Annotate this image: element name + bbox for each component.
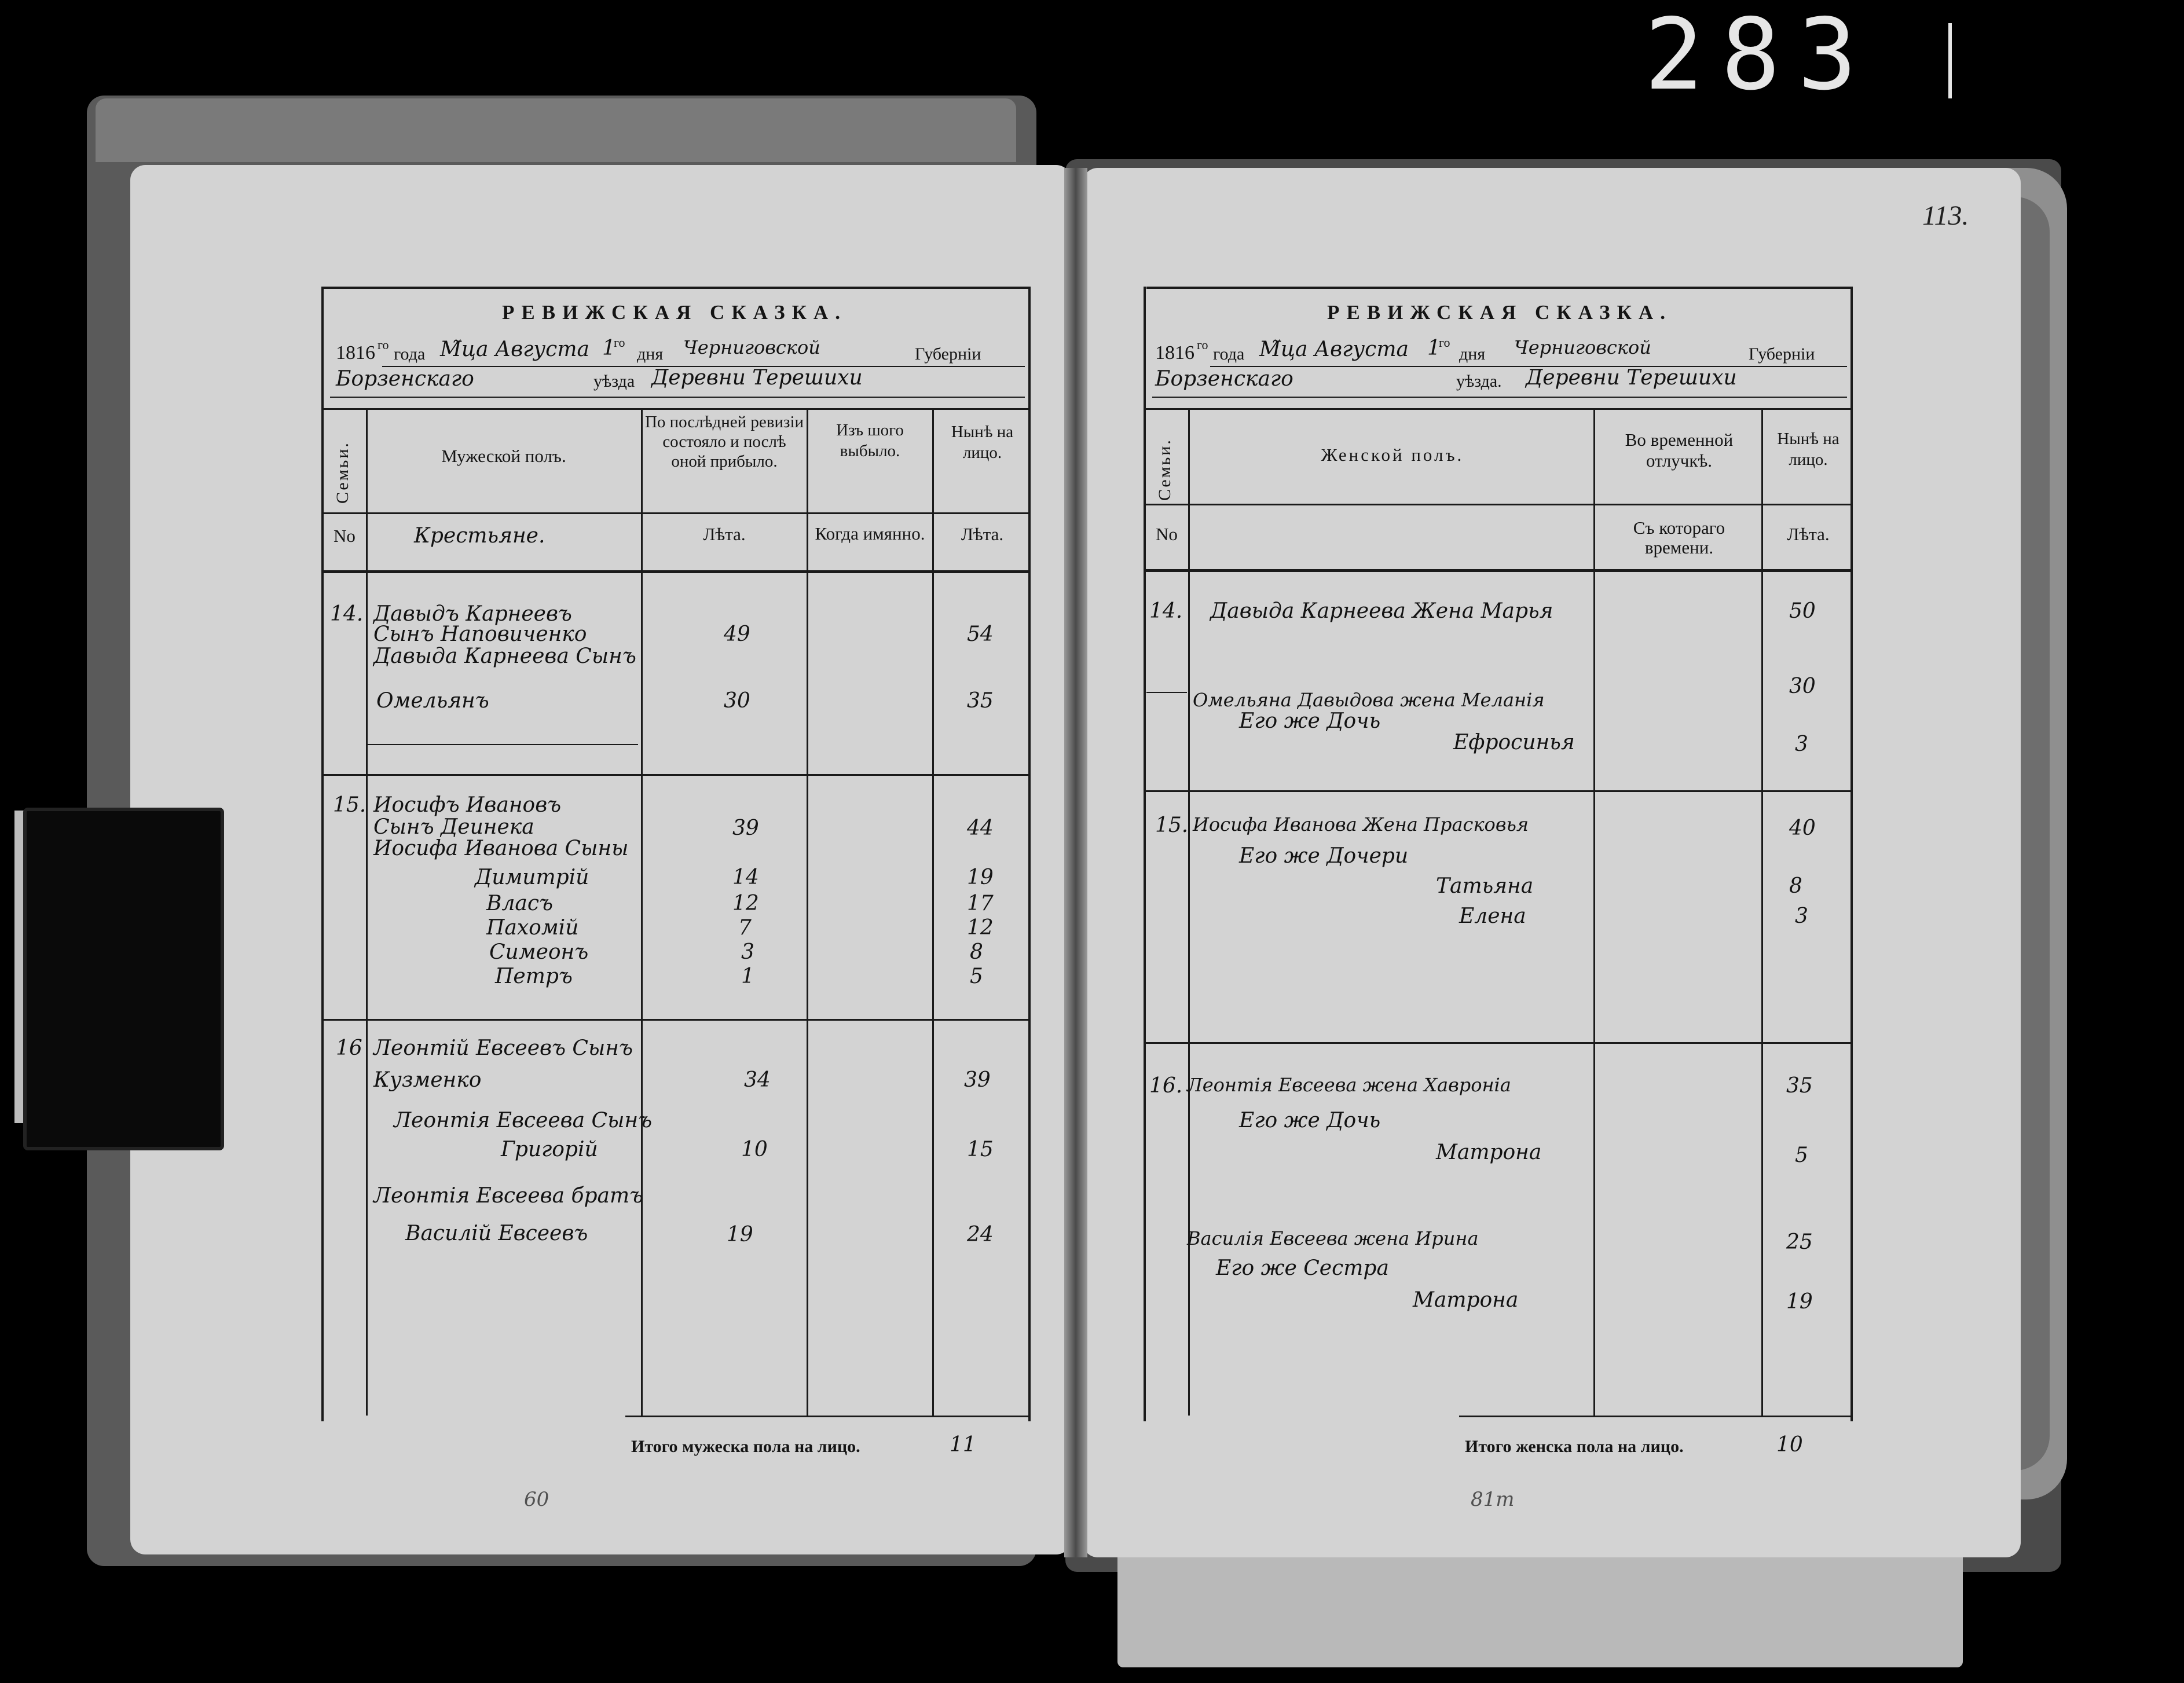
right-village: Деревни Терешихи	[1526, 366, 1737, 390]
right-row-age: 5	[1795, 1143, 1808, 1167]
left-peasants-label: Крестьяне.	[414, 524, 545, 548]
right-line2-underline	[1152, 397, 1847, 398]
right-total-value: 10	[1776, 1433, 1803, 1457]
left-group-separator-2	[321, 1019, 1031, 1021]
right-col-line-2	[1593, 408, 1595, 1416]
right-row-name: Матрона	[1413, 1288, 1519, 1312]
left-col-line-3	[807, 408, 808, 1416]
left-row-prev: 7	[738, 916, 752, 940]
left-pencil-note: 60	[524, 1488, 549, 1511]
left-col-no: No	[334, 526, 356, 546]
left-row-prev: 30	[724, 689, 750, 713]
left-row-name: Сынъ Наповиченко	[373, 622, 587, 646]
right-row-name: Иосифа Иванова Жена Прасковья	[1193, 813, 1529, 835]
left-row-prev: 1	[741, 965, 754, 988]
right-year: 1816	[1155, 342, 1194, 364]
right-row-name: Его же Дочь	[1239, 709, 1381, 733]
right-table-top	[1144, 408, 1853, 410]
left-total-value: 11	[950, 1433, 976, 1457]
left-line2-underline	[330, 397, 1025, 398]
right-row-age: 50	[1789, 599, 1816, 623]
right-row-name: Его же Сестра	[1216, 1256, 1389, 1280]
right-header-line2	[1155, 365, 1850, 397]
right-mark-1	[1146, 692, 1187, 693]
left-row-now: 39	[964, 1068, 991, 1092]
right-row-name: Омельяна Давыдова жена Меланія	[1193, 689, 1545, 711]
left-row-name: Петръ	[495, 965, 573, 988]
left-row-prev: 14	[732, 866, 759, 889]
left-year: 1816	[336, 342, 375, 364]
left-header-line2	[336, 365, 1025, 397]
left-row-prev: 34	[744, 1068, 771, 1092]
left-uezd-name: Борзенскаго	[336, 367, 474, 391]
left-row-now: 35	[967, 689, 994, 713]
right-gubernia-word: Губерніи	[1749, 344, 1815, 364]
right-col-since-when: Съ котораго времени.	[1633, 518, 1725, 558]
right-day-sup: го	[1439, 335, 1450, 350]
left-row-name: Омельянъ	[376, 689, 489, 713]
left-row-name: Леонтія Евсеева братъ	[373, 1184, 644, 1208]
left-row-prev: 10	[741, 1138, 768, 1161]
left-row-name: Леонтія Евсеева Сынъ	[394, 1109, 653, 1132]
left-row-now: 8	[970, 940, 983, 964]
right-head-bottom	[1144, 569, 1853, 572]
right-row-age: 8	[1789, 874, 1802, 898]
left-col-years2: Лѣта.	[961, 524, 1004, 544]
left-row-name: Григорій	[501, 1138, 598, 1161]
right-row-age: 30	[1789, 674, 1816, 698]
left-row-prev: 19	[727, 1223, 753, 1246]
left-col-line-1	[366, 408, 368, 1416]
left-total-label: Итого мужеска пола на лицо.	[631, 1437, 860, 1456]
right-row-num: 14.	[1149, 599, 1183, 623]
left-row-now: 54	[967, 622, 994, 646]
left-header-line1	[336, 333, 1025, 368]
right-col-families: Семьи.	[1155, 438, 1174, 501]
left-group-rule-1	[366, 744, 638, 745]
right-col-no: No	[1156, 524, 1178, 544]
left-col-when: Когда имянно.	[815, 523, 925, 544]
right-row-name: Его же Дочь	[1239, 1109, 1381, 1132]
right-row-name: Татьяна	[1436, 874, 1534, 898]
left-frame-top	[321, 287, 1031, 289]
left-row-name: Пахомій	[486, 916, 579, 940]
right-col-females: Женской полъ.	[1321, 445, 1464, 465]
left-row-now: 5	[970, 965, 983, 988]
right-row-num: 16.	[1149, 1074, 1183, 1098]
left-row-name: Симеонъ	[489, 940, 589, 964]
right-day-word: дня	[1459, 344, 1486, 364]
left-col-since-last: По послѣдней ревизіи состояло и послѣ оной прибыло.	[644, 413, 804, 471]
right-row-name: Ефросинья	[1453, 731, 1575, 754]
right-row-name: Василія Евсеева жена Ирина	[1187, 1227, 1479, 1249]
right-col-present: Нынѣ на лицо.	[1777, 430, 1839, 469]
left-row-name: Иосифа Иванова Сыны	[373, 837, 629, 860]
left-village: Деревни Терешихи	[651, 366, 863, 390]
right-heading: РЕВИЖСКАЯ СКАЗКА.	[1327, 301, 1672, 324]
left-frame-left	[321, 287, 324, 1421]
right-header-line1	[1155, 333, 1850, 368]
right-col-absent: Во временной отлучкѣ.	[1625, 430, 1734, 471]
left-gubernia-word: Губерніи	[915, 344, 981, 364]
right-col-line-1	[1188, 408, 1190, 1416]
right-uezd-word: уѣзда.	[1456, 372, 1502, 391]
book-gutter	[1064, 168, 1087, 1557]
left-head-divider	[321, 512, 1031, 514]
archive-stamp-bar	[1948, 23, 1952, 98]
left-total-rule	[625, 1416, 1031, 1417]
right-total-rule	[1459, 1416, 1853, 1417]
left-row-now: 19	[967, 866, 994, 889]
left-day-word: дня	[637, 344, 664, 364]
right-row-age: 3	[1795, 732, 1808, 756]
left-row-num: 15.	[333, 793, 367, 817]
left-row-prev: 49	[724, 622, 750, 646]
right-group-separator-2	[1144, 1042, 1853, 1044]
left-row-name: Давыдъ Карнеевъ	[373, 602, 572, 626]
folio-number: 113.	[1922, 200, 1969, 231]
right-gubernia-name: Черниговской	[1514, 336, 1651, 358]
left-row-name: Сынъ Деинека	[373, 815, 534, 839]
left-col-years1: Лѣта.	[703, 524, 746, 544]
right-row-num: 15.	[1155, 813, 1189, 837]
left-group-separator-1	[321, 774, 1031, 776]
right-row-name: Давыда Карнеева Жена Марья	[1210, 599, 1553, 623]
left-table-top	[321, 408, 1031, 410]
left-row-name: Димитрій	[475, 866, 589, 889]
book-cover-left-top	[96, 98, 1016, 162]
left-head-bottom	[321, 570, 1031, 573]
left-day-sup: го	[614, 335, 625, 350]
right-row-age: 25	[1786, 1230, 1813, 1254]
right-row-name: Матрона	[1436, 1141, 1542, 1164]
right-row-age: 19	[1786, 1290, 1813, 1314]
left-row-prev: 3	[741, 940, 754, 964]
right-frame-top	[1146, 287, 1853, 289]
right-uezd-name: Борзенскаго	[1155, 367, 1293, 391]
right-frame-left	[1144, 287, 1146, 1421]
left-row-num: 14.	[330, 602, 364, 626]
right-row-age: 40	[1789, 816, 1816, 840]
right-total-label: Итого женска пола на лицо.	[1465, 1437, 1684, 1456]
left-col-families: Семьи.	[333, 441, 352, 504]
left-row-now: 12	[967, 916, 994, 940]
right-year-word: года	[1213, 344, 1245, 364]
right-day: 1	[1427, 336, 1441, 360]
right-row-name: Леонтія Евсеева жена Хавроніа	[1187, 1074, 1511, 1096]
left-row-name: Леонтій Евсеевъ Сынъ	[373, 1036, 633, 1060]
right-row-age: 3	[1795, 904, 1808, 928]
left-col-line-4	[932, 408, 934, 1416]
right-row-name: Елена	[1459, 904, 1526, 928]
left-col-line-2	[641, 408, 643, 1416]
left-row-now: 44	[967, 816, 994, 840]
left-row-name: Иосифъ Ивановъ	[373, 793, 562, 817]
left-col-departed: Изъ шого выбыло.	[836, 421, 904, 460]
left-gubernia-name: Черниговской	[683, 336, 820, 358]
left-row-now: 17	[967, 892, 994, 915]
left-year-sup: го	[378, 338, 389, 352]
left-row-now: 15	[967, 1138, 994, 1161]
right-pencil-note: 81m	[1471, 1488, 1515, 1511]
right-group-separator-1	[1144, 790, 1853, 792]
left-uezd-word: уѣзда	[593, 372, 635, 391]
left-row-now: 24	[967, 1223, 994, 1246]
left-month: М̃ца Августа	[440, 338, 589, 361]
binder-clip	[23, 808, 224, 1150]
archive-page-stamp: 283	[1644, 0, 1875, 112]
left-col-males: Мужеской полъ.	[441, 446, 566, 466]
left-row-num: 16	[336, 1036, 362, 1060]
right-year-sup: го	[1197, 338, 1208, 352]
left-row-name: Давыда Карнеева Сынъ	[373, 644, 636, 668]
right-row-age: 35	[1786, 1074, 1813, 1098]
left-row-name: Кузменко	[373, 1068, 482, 1092]
right-col-line-3	[1761, 408, 1763, 1416]
left-row-prev: 12	[732, 892, 759, 915]
left-day: 1	[602, 336, 615, 360]
left-row-name: Василій Евсеевъ	[405, 1222, 588, 1245]
right-month: М̃ца Августа	[1259, 338, 1409, 361]
left-row-prev: 39	[732, 816, 759, 840]
left-heading: РЕВИЖСКАЯ СКАЗКА.	[502, 301, 847, 324]
right-head-divider	[1144, 504, 1853, 505]
right-col-years: Лѣта.	[1787, 524, 1830, 544]
left-row-name: Власъ	[486, 892, 553, 915]
left-year-word: года	[394, 344, 426, 364]
left-col-present: Нынѣ на лицо.	[951, 423, 1014, 462]
right-row-name: Его же Дочери	[1239, 844, 1409, 868]
